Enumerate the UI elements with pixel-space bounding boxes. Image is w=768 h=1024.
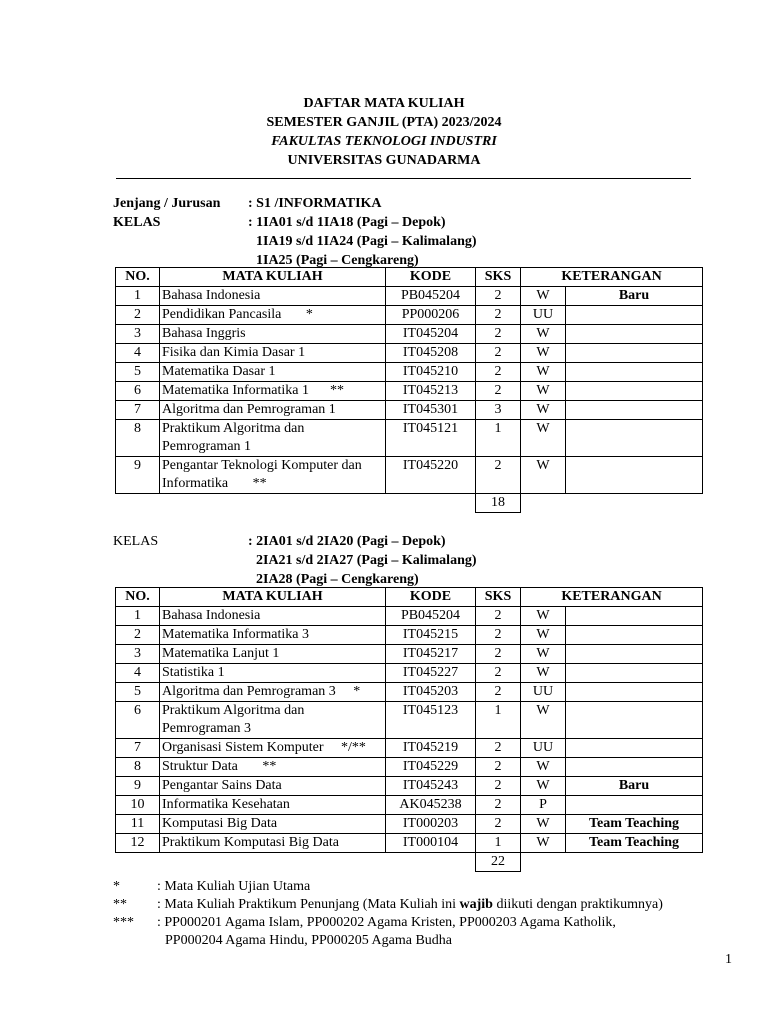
kelas-line2: 1IA19 s/d 1IA24 (Pagi – Kalimalang) — [256, 234, 477, 249]
section2-meta — [113, 532, 477, 589]
row-remark — [566, 363, 703, 382]
row-status: W — [521, 382, 566, 401]
row-remark — [566, 325, 703, 344]
row-remark — [566, 702, 703, 739]
empty-cell — [116, 494, 160, 513]
row-course-code: IT045229 — [386, 758, 476, 777]
row-course-code: IT045213 — [386, 382, 476, 401]
row-course-name: Pengantar Teknologi Komputer dan Informatika ** — [160, 457, 386, 494]
footnote-text — [157, 896, 717, 914]
row-course-name: Komputasi Big Data — [160, 815, 386, 834]
table-row — [116, 796, 703, 815]
row-status: W — [521, 457, 566, 494]
col-keterangan: KETERANGAN — [521, 588, 703, 607]
row-course-name: Bahasa Inggris — [160, 325, 386, 344]
row-status: W — [521, 420, 566, 457]
row-credits: 1 — [476, 702, 521, 739]
row-course-code: IT045203 — [386, 683, 476, 702]
col-mata-kuliah: MATA KULIAH — [160, 588, 386, 607]
row-remark — [566, 664, 703, 683]
kelas-line1: : 1IA01 s/d 1IA18 (Pagi – Depok) — [248, 215, 446, 230]
total-sks: 22 — [476, 853, 521, 872]
row-number: 3 — [116, 325, 160, 344]
row-status: W — [521, 401, 566, 420]
row-remark — [566, 758, 703, 777]
row-status: W — [521, 834, 566, 853]
empty-cell — [386, 494, 476, 513]
row-number: 1 — [116, 607, 160, 626]
table-row — [116, 645, 703, 664]
row-status: W — [521, 626, 566, 645]
row-credits: 2 — [476, 344, 521, 363]
table-row — [116, 306, 703, 325]
document-header — [0, 94, 768, 170]
course-table-2 — [115, 587, 703, 872]
row-course-name: Praktikum Algoritma dan Pemrograman 1 — [160, 420, 386, 457]
row-remark: Team Teaching — [566, 834, 703, 853]
col-kode: KODE — [386, 588, 476, 607]
row-number: 8 — [116, 758, 160, 777]
kelas-label: KELAS — [113, 534, 159, 549]
row-number: 4 — [116, 664, 160, 683]
table-row — [116, 382, 703, 401]
row-remark — [566, 420, 703, 457]
table-row — [116, 683, 703, 702]
row-credits: 2 — [476, 363, 521, 382]
footnote-symbol: * — [113, 879, 120, 894]
row-number: 5 — [116, 683, 160, 702]
empty-cell — [521, 494, 566, 513]
table-row — [116, 287, 703, 306]
col-no: NO. — [116, 268, 160, 287]
row-status: W — [521, 758, 566, 777]
footnote-symbol: ** — [113, 897, 127, 912]
row-number: 9 — [116, 457, 160, 494]
table-header-row — [116, 588, 703, 607]
row-credits: 2 — [476, 457, 521, 494]
col-sks: SKS — [476, 588, 521, 607]
header-divider — [116, 178, 691, 179]
row-number: 12 — [116, 834, 160, 853]
footnote-text-line1: : PP000201 Agama Islam, PP000202 Agama Kristen, PP000203 Agama Katholik, — [157, 915, 616, 930]
row-credits: 2 — [476, 739, 521, 758]
table-row — [116, 325, 703, 344]
table-header-row — [116, 268, 703, 287]
row-status: W — [521, 363, 566, 382]
table-row — [116, 777, 703, 796]
row-status: W — [521, 607, 566, 626]
row-course-name: Bahasa Indonesia — [160, 607, 386, 626]
kelas-line1: : 2IA01 s/d 2IA20 (Pagi – Depok) — [248, 534, 446, 549]
course-table-1 — [115, 267, 703, 513]
row-remark — [566, 683, 703, 702]
row-status: W — [521, 777, 566, 796]
row-credits: 2 — [476, 777, 521, 796]
row-course-code: IT000104 — [386, 834, 476, 853]
footnote-text-part: diikuti dengan praktikumnya) — [492, 897, 663, 912]
row-course-name: Algoritma dan Pemrograman 1 — [160, 401, 386, 420]
footnote-symbol: *** — [113, 915, 134, 930]
row-course-code: IT045227 — [386, 664, 476, 683]
row-course-code: IT000203 — [386, 815, 476, 834]
row-course-code: IT045204 — [386, 325, 476, 344]
row-course-name: Informatika Kesehatan — [160, 796, 386, 815]
row-credits: 2 — [476, 683, 521, 702]
row-course-code: PP000206 — [386, 306, 476, 325]
row-course-name: Matematika Dasar 1 — [160, 363, 386, 382]
row-remark: Team Teaching — [566, 815, 703, 834]
row-course-code: IT045210 — [386, 363, 476, 382]
row-course-code: IT045208 — [386, 344, 476, 363]
row-credits: 2 — [476, 607, 521, 626]
total-row — [116, 853, 703, 872]
footnotes — [113, 878, 717, 950]
table-row — [116, 344, 703, 363]
row-course-name: Praktikum Algoritma dan Pemrograman 3 — [160, 702, 386, 739]
row-credits: 2 — [476, 664, 521, 683]
row-course-name: Algoritma dan Pemrograman 3 * — [160, 683, 386, 702]
table-row — [116, 664, 703, 683]
row-course-code: AK045238 — [386, 796, 476, 815]
row-number: 1 — [116, 287, 160, 306]
col-sks: SKS — [476, 268, 521, 287]
row-number: 11 — [116, 815, 160, 834]
row-credits: 2 — [476, 325, 521, 344]
row-course-code: IT045243 — [386, 777, 476, 796]
row-credits: 2 — [476, 287, 521, 306]
footnote-text-part: : Mata Kuliah Praktikum Penunjang (Mata Kuliah ini — [157, 897, 460, 912]
row-status: W — [521, 287, 566, 306]
row-number: 3 — [116, 645, 160, 664]
row-status: W — [521, 645, 566, 664]
row-remark — [566, 796, 703, 815]
row-remark — [566, 626, 703, 645]
header-title: DAFTAR MATA KULIAH — [303, 96, 465, 111]
row-course-name: Praktikum Komputasi Big Data — [160, 834, 386, 853]
empty-cell — [116, 853, 160, 872]
table-row — [116, 626, 703, 645]
footnote-emphasis: wajib — [459, 897, 493, 912]
row-status: W — [521, 702, 566, 739]
empty-cell — [521, 853, 566, 872]
row-status: P — [521, 796, 566, 815]
row-course-name: Bahasa Indonesia — [160, 287, 386, 306]
row-course-code: IT045215 — [386, 626, 476, 645]
row-credits: 2 — [476, 758, 521, 777]
row-number: 8 — [116, 420, 160, 457]
footnote-3 — [113, 914, 717, 950]
row-status: UU — [521, 739, 566, 758]
header-semester: SEMESTER GANJIL (PTA) 2023/2024 — [266, 115, 502, 130]
table-row — [116, 420, 703, 457]
row-course-name: Pengantar Sains Data — [160, 777, 386, 796]
row-remark — [566, 382, 703, 401]
footnote-text-line2: PP000204 Agama Hindu, PP000205 Agama Budha — [165, 933, 453, 948]
row-remark: Baru — [566, 287, 703, 306]
row-number: 4 — [116, 344, 160, 363]
row-remark: Baru — [566, 777, 703, 796]
row-course-code: IT045219 — [386, 739, 476, 758]
table-row — [116, 401, 703, 420]
footnote-2 — [113, 896, 717, 914]
empty-cell — [566, 494, 703, 513]
col-keterangan: KETERANGAN — [521, 268, 703, 287]
row-course-name: Matematika Informatika 1 ** — [160, 382, 386, 401]
row-number: 5 — [116, 363, 160, 382]
row-credits: 2 — [476, 815, 521, 834]
header-faculty: FAKULTAS TEKNOLOGI INDUSTRI — [271, 134, 497, 149]
table-row — [116, 702, 703, 739]
row-status: W — [521, 325, 566, 344]
table-row — [116, 815, 703, 834]
kelas-line2: 2IA21 s/d 2IA27 (Pagi – Kalimalang) — [256, 553, 477, 568]
row-course-name: Statistika 1 — [160, 664, 386, 683]
row-credits: 2 — [476, 382, 521, 401]
col-no: NO. — [116, 588, 160, 607]
header-university: UNIVERSITAS GUNADARMA — [287, 153, 481, 168]
row-course-name: Pendidikan Pancasila * — [160, 306, 386, 325]
col-mata-kuliah: MATA KULIAH — [160, 268, 386, 287]
empty-cell — [160, 853, 386, 872]
table-row — [116, 607, 703, 626]
row-credits: 2 — [476, 645, 521, 664]
row-course-name: Fisika dan Kimia Dasar 1 — [160, 344, 386, 363]
total-sks: 18 — [476, 494, 521, 513]
row-status: W — [521, 664, 566, 683]
row-status: UU — [521, 683, 566, 702]
row-credits: 1 — [476, 834, 521, 853]
row-course-code: IT045121 — [386, 420, 476, 457]
total-row — [116, 494, 703, 513]
row-number: 6 — [116, 382, 160, 401]
row-remark — [566, 645, 703, 664]
table-row — [116, 758, 703, 777]
footnote-1 — [113, 878, 717, 896]
row-credits: 2 — [476, 306, 521, 325]
row-credits: 2 — [476, 626, 521, 645]
page-number: 1 — [725, 952, 732, 967]
row-number: 7 — [116, 401, 160, 420]
kelas-line3: 2IA28 (Pagi – Cengkareng) — [256, 572, 419, 587]
row-remark — [566, 344, 703, 363]
jenjang-value: : S1 /INFORMATIKA — [248, 196, 382, 211]
row-course-code: IT045217 — [386, 645, 476, 664]
row-number: 2 — [116, 626, 160, 645]
row-status: UU — [521, 306, 566, 325]
section1-meta — [113, 194, 477, 270]
empty-cell — [386, 853, 476, 872]
kelas-label: KELAS — [113, 215, 161, 230]
row-course-code: IT045220 — [386, 457, 476, 494]
footnote-text — [157, 914, 717, 950]
row-course-name: Organisasi Sistem Komputer */** — [160, 739, 386, 758]
row-course-code: PB045204 — [386, 287, 476, 306]
table-row — [116, 457, 703, 494]
row-remark — [566, 457, 703, 494]
empty-cell — [566, 853, 703, 872]
row-remark — [566, 306, 703, 325]
row-remark — [566, 401, 703, 420]
row-remark — [566, 607, 703, 626]
row-remark — [566, 739, 703, 758]
row-course-name: Matematika Informatika 3 — [160, 626, 386, 645]
row-course-code: IT045301 — [386, 401, 476, 420]
row-number: 7 — [116, 739, 160, 758]
row-number: 9 — [116, 777, 160, 796]
empty-cell — [160, 494, 386, 513]
table-row — [116, 834, 703, 853]
row-credits: 2 — [476, 796, 521, 815]
row-credits: 3 — [476, 401, 521, 420]
row-status: W — [521, 815, 566, 834]
row-number: 2 — [116, 306, 160, 325]
row-course-name: Matematika Lanjut 1 — [160, 645, 386, 664]
jenjang-label: Jenjang / Jurusan — [113, 196, 221, 211]
table-row — [116, 363, 703, 382]
row-course-code: PB045204 — [386, 607, 476, 626]
row-course-code: IT045123 — [386, 702, 476, 739]
row-number: 10 — [116, 796, 160, 815]
row-number: 6 — [116, 702, 160, 739]
table-row — [116, 739, 703, 758]
kelas-line3: 1IA25 (Pagi – Cengkareng) — [256, 253, 419, 268]
col-kode: KODE — [386, 268, 476, 287]
row-course-name: Struktur Data ** — [160, 758, 386, 777]
footnote-text: : Mata Kuliah Ujian Utama — [157, 879, 311, 894]
row-credits: 1 — [476, 420, 521, 457]
row-status: W — [521, 344, 566, 363]
